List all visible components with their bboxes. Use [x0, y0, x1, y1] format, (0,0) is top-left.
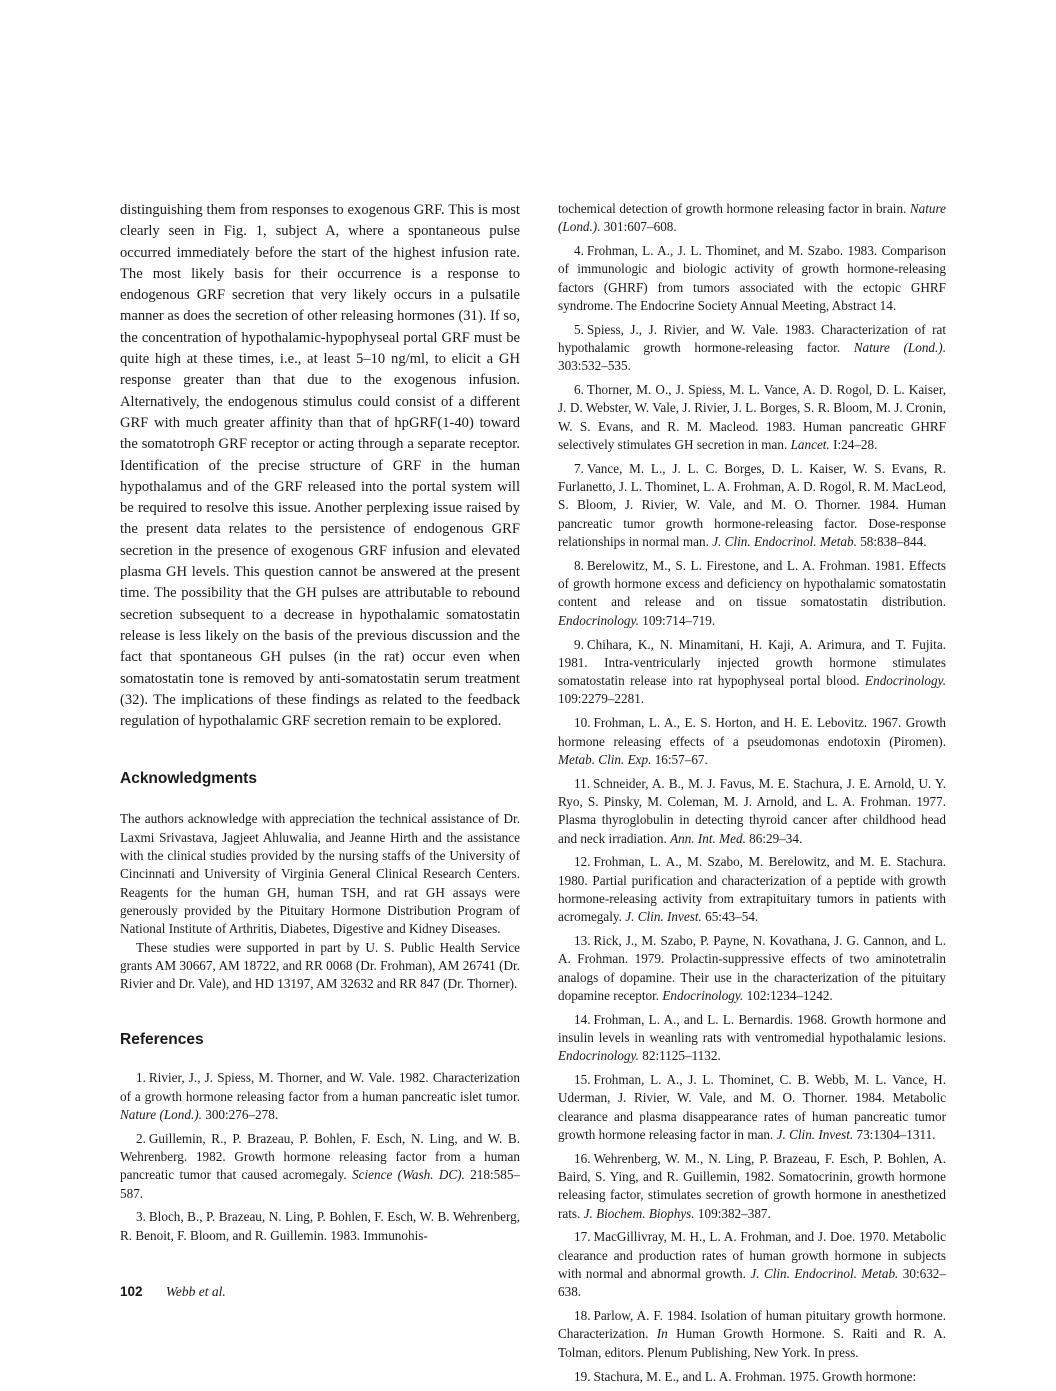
- reference-item: 14. Frohman, L. A., and L. L. Bernardis. 1968. Growth hormone and insulin levels in weanling rats with ventromedial hypothalamic lesions. Endocrinology. 82:1125–1132.: [558, 1011, 946, 1064]
- reference-item: 16. Wehrenberg, W. M., N. Ling, P. Brazeau, F. Esch, P. Bohlen, A. Baird, S. Ying, and R. Guillemin, 1982. Somatocrinin, growth hormone releasing factor, stimulates secretion of growth hormone in anesthetized rats. J. Biochem. Biophys. 109:382–387.: [558, 1150, 946, 1221]
- reference-list-right: [558, 242, 946, 1386]
- reference-item: 2. Guillemin, R., P. Brazeau, P. Bohlen, F. Esch, N. Ling, and W. B. Wehrenberg. 1982. Growth hormone releasing factor from a human pancreatic tumor that caused acromegaly. Science (Wash. DC). 218:585–587.: [120, 1130, 521, 1201]
- references-heading: References: [120, 1031, 204, 1049]
- running-author: Webb et al.: [165, 1284, 226, 1299]
- reference-item: 12. Frohman, L. A., M. Szabo, M. Berelowitz, and M. E. Stachura. 1980. Partial purification and characterization of a peptide with growth hormone-releasing activity from extrapituitary tumors in patients with acromegaly. J. Clin. Invest. 65:43–54.: [558, 854, 946, 925]
- reference-continuation: tochemical detection of growth hormone releasing factor in brain. Nature (Lond.). 301:607–608.: [558, 201, 947, 235]
- acknowledgments-heading: Acknowledgments: [120, 770, 257, 788]
- reference-item: 5. Spiess, J., J. Rivier, and W. Vale. 1983. Characterization of rat hypothalamic growth hormone-releasing factor. Nature (Lond.). 303:532–535.: [558, 321, 946, 374]
- reference-item: 7. Vance, M. L., J. L. C. Borges, D. L. Kaiser, W. S. Evans, R. Furlanetto, J. L. Thominet, L. A. Frohman, A. D. Rogol, R. M. MacLeod, S. Bloom, J. Rivier, W. Vale, and M. O. Thorner. 1984. Human pancreatic tumor growth hormone-releasing factor. Dose-response relationships in normal man. J. Clin. Endocrinol. Metab. 58:838–844.: [558, 460, 946, 550]
- reference-item: 8. Berelowitz, M., S. L. Firestone, and L. A. Frohman. 1981. Effects of growth hormone excess and deficiency on hypothalamic somatostatin content and release and on tissue somatostatin distribution. Endocrinology. 109:714–719.: [558, 557, 946, 628]
- reference-item: 15. Frohman, L. A., J. L. Thominet, C. B. Webb, M. L. Vance, H. Uderman, J. Rivier, W. Vale, and M. O. Thorner. 1984. Metabolic clearance and plasma disappearance rates of human pancreatic tumor growth hormone releasing factor in man. J. Clin. Invest. 73:1304–1311.: [558, 1072, 946, 1142]
- reference-item: 6. Thorner, M. O., J. Spiess, M. L. Vance, A. D. Rogol, D. L. Kaiser, J. D. Webster, W. Vale, J. Rivier, J. L. Borges, S. R. Bloom, M. J. Cronin, W. S. Evans, and R. M. Macleod. 1983. Human pancreatic GHRF selectively stimulates GH secretion in man. Lancet. I:24–28.: [558, 382, 946, 453]
- funding-paragraph: These studies were supported in part by U. S. Public Health Service grants AM 30667, AM 18722, and RR 0068 (Dr. Frohman), AM 26741 (Dr. Rivier and Dr. Vale), and HD 13197, AM 32632 and RR 847 (Dr. Thorner).: [120, 939, 520, 992]
- reference-item: 4. Frohman, L. A., J. L. Thominet, and M. Szabo. 1983. Comparison of immunologic and biologic activity of growth hormone-releasing factors (GHRF) from tumors associated with the ectopic GHRF syndrome. The Endocrine Society Annual Meeting, Abstract 14.: [558, 243, 946, 313]
- reference-item: 17. MacGillivray, M. H., L. A. Frohman, and J. Doe. 1970. Metabolic clearance and production rates of human growth hormone in subjects with normal and abnormal growth. J. Clin. Endocrinol. Metab. 30:632–638.: [558, 1229, 946, 1300]
- reference-item: 19. Stachura, M. E., and L. A. Frohman. 1975. Growth hormone:: [574, 1368, 917, 1384]
- reference-item: 3. Bloch, B., P. Brazeau, N. Ling, P. Bohlen, F. Esch, W. B. Wehrenberg, R. Benoit, F. Bloom, and R. Guillemin. 1983. Immunohis-: [120, 1209, 520, 1243]
- page-number: 102: [120, 1284, 143, 1299]
- discussion-paragraph: distinguishing them from responses to exogenous GRF. This is most clearly seen in Fig. 1, subject A, where a spontaneous pulse occurred immediately before the start of the highest infusion rate. The most likely basis for their occurrence is a response to endogenous GRF secretion that very likely occurs in a pulsatile manner as does the secretion of other releasing hormones (31). If so, the concentration of hypothalamic-hypophyseal portal GRF must be quite high at these times, i.e., at least 5–10 ng/ml, to elicit a GH response greater than that due to the exogenous infusion. Alternatively, the endogenous stimulus could consist of a different GRF with much greater affinity than that of hpGRF(1-40) toward the somatotroph GRF receptor or acting through a separate receptor. Identification of the precise structure of GRF in the human hypothalamus and of the GRF released into the portal system will be required to resolve this issue. Another perplexing issue raised by the present data relates to the persistence of endogenous GRF secretion in the presence of exogenous GRF infusion and elevated plasma GH levels. This question cannot be answered at the present time. The possibility that the GH pulses are attributable to rebound secretion subsequent to a decrease in hypothalamic somatostatin release is less likely on the basis of the previous discussion and the fact that spontaneous GH pulses (in the rat) occur even when somatostatin tone is removed by anti-somatostatin serum treatment (32). The implications of these findings as related to the feedback regulation of hypothalamic GRF secretion remain to be explored.: [120, 202, 520, 730]
- reference-item: 18. Parlow, A. F. 1984. Isolation of human pituitary growth hormone. Characterization. In Human Growth Hormone. S. Raiti and R. A. Tolman, editors. Plenum Publishing, New York. In press.: [558, 1308, 947, 1360]
- reference-item: 10. Frohman, L. A., E. S. Horton, and H. E. Lebovitz. 1967. Growth hormone releasing effects of a pseudomonas endotoxin (Piromen). Metab. Clin. Exp. 16:57–67.: [558, 715, 946, 767]
- reference-item: 13. Rick, J., M. Szabo, P. Payne, N. Kovathana, J. G. Cannon, and L. A. Frohman. 1979. Prolactin-suppressive effects of two aminotetralin analogs of dopamine. Their use in the characterization of the pituitary dopamine receptor. Endocrinology. 102:1234–1242.: [558, 932, 946, 1003]
- reference-list-left: [120, 1069, 520, 1245]
- reference-item: 11. Schneider, A. B., M. J. Favus, M. E. Stachura, J. E. Arnold, U. Y. Ryo, S. Pinsky, M. Coleman, M. J. Arnold, and L. A. Frohman. 1977. Plasma thyroglobulin in detecting thyroid cancer after childhood head and neck irradiation. Ann. Int. Med. 86:29–34.: [558, 775, 946, 846]
- page-footer: [120, 1284, 226, 1300]
- acknowledgments-paragraph: The authors acknowledge with appreciation the technical assistance of Dr. Laxmi Srivastava, Jagjeet Ahluwalia, and Jeanne Hirth and the assistance with the clinical studies provided by the nursing staffs of the University of Cincinnati and University of Virginia General Clinical Research Centers. Reagents for the human GH, human TSH, and rat GH assays were generously provided by the Pituitary Hormone Distribution Program of National Institute of Arthritis, Diabetes, Digestive and Kidney Diseases.: [120, 811, 520, 937]
- right-column: [558, 200, 946, 1391]
- left-column: [120, 200, 520, 1251]
- reference-item: 9. Chihara, K., N. Minamitani, H. Kaji, A. Arimura, and T. Fujita. 1981. Intra-ventricularly injected growth hormone stimulates somatostatin release into rat hypophyseal portal blood. Endocrinology. 109:2279–2281.: [558, 636, 946, 707]
- reference-item: 1. Rivier, J., J. Spiess, M. Thorner, and W. Vale. 1982. Characterization of a growth hormone releasing factor from a human pancreatic islet tumor. Nature (Lond.). 300:276–278.: [120, 1070, 520, 1122]
